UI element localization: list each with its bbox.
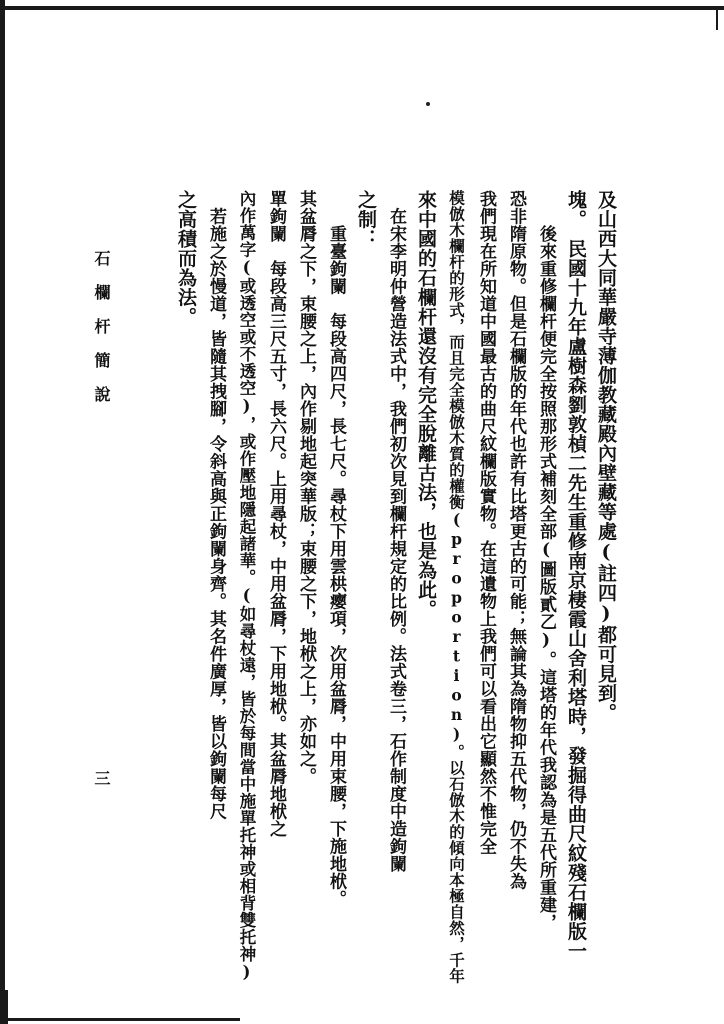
scan-edge-top bbox=[0, 6, 724, 10]
ink-speck bbox=[426, 102, 430, 106]
text-column-2: 塊。 民國十九年盧樹森劉敦楨二先生重修南京棲霞山舍利塔時，發掘得曲尺紋殘石欄版一 bbox=[565, 190, 587, 961]
text-column-12: 單鉤闌 每段高三尺五寸，長六尺。上用尋杖，中用盆脣，下用地栿。其盆脣地栿之 bbox=[266, 190, 286, 838]
text-column-9: 之制： bbox=[355, 190, 377, 249]
running-title: 石欄杆簡說 bbox=[92, 250, 111, 420]
text-column-7: 來中國的石欄杆還沒有完全脫離古法，也是為此。 bbox=[415, 190, 437, 619]
text-column-15: 之高積而為法。 bbox=[175, 190, 197, 327]
text-column-14: 若施之於慢道，皆隨其拽腳，令斜高與正鉤闌身齊。其名件廣厚，皆以鉤闌每尺 bbox=[206, 190, 226, 820]
scan-edge-bottom bbox=[0, 1018, 240, 1021]
scan-edge-left bbox=[0, 0, 5, 1024]
text-column-5: 我們現在所知道中國最古的曲尺紋欄版實物。在這遺物上我們可以看出它顯然不惟完全 bbox=[476, 190, 496, 855]
text-column-6: 模倣木欄杆的形式，而且完全模倣木質的權衡(proportion)。以石倣木的傾向本極自然，千年 bbox=[447, 190, 466, 984]
text-column-13: 內作萬字(或透空或不透空)，或作壓地隱起諸華。(如尋杖遠，皆於每間當中施單托神或相背雙托神) bbox=[237, 190, 256, 982]
text-column-8: 在宋李明仲營造法式中，我們初次見到欄杆規定的比例。法式卷三，石作制度中造鉤闌 bbox=[386, 190, 406, 873]
text-column-10: 重臺鉤闌 每段高四尺，長七尺。尋杖下用雲栱瘿項，次用盆脣，中用束腰，下施地栿。 bbox=[326, 190, 346, 908]
text-column-1: 及山西大同華嚴寺薄伽教藏殿內壁藏等處(註四)都可見到。 bbox=[595, 190, 617, 723]
scan-edge-right bbox=[716, 10, 718, 30]
text-column-4: 恐非隋原物。但是石欄版的年代也許有比塔更古的可能；無論其為隋物抑五代物，仍不失為 bbox=[506, 190, 526, 890]
text-column-11: 其盆脣之下，束腰之上，內作剔地起突華版；束腰之下，地栿之上，亦如之。 bbox=[296, 190, 316, 785]
page-number: 三 bbox=[92, 770, 111, 786]
text-column-3: 後來重修欄杆便完全按照那形式補刻全部(圖版貳乙)。這塔的年代我認為是五代所重建， bbox=[536, 190, 556, 931]
